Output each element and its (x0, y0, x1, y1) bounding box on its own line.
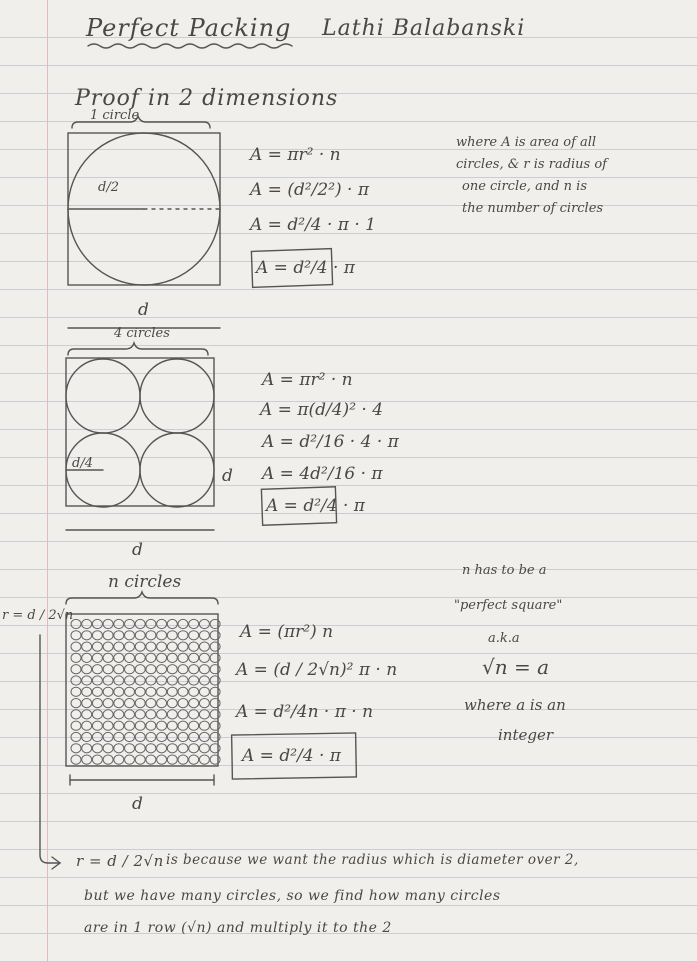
circle-case2-a (66, 359, 140, 433)
small-circle (125, 710, 135, 719)
small-circle (157, 631, 167, 640)
small-circle (71, 653, 81, 662)
side-label-case1: d (138, 300, 149, 320)
small-circle (167, 732, 177, 741)
small-circle (92, 665, 102, 674)
small-circle (178, 732, 188, 741)
small-circle (114, 732, 124, 741)
brace-case2 (68, 343, 208, 355)
circle-case2-d (140, 433, 214, 507)
small-circle (125, 744, 135, 753)
small-circle (167, 653, 177, 662)
small-circle (82, 631, 92, 640)
small-circle (114, 619, 124, 628)
small-circle (199, 732, 209, 741)
small-circle (178, 699, 188, 708)
small-circle (135, 665, 145, 674)
small-circle (135, 642, 145, 651)
brace-label-case1: 1 circle (90, 108, 140, 123)
small-circle (103, 653, 113, 662)
equation-case3-3: A = d²/4n · π · n (236, 702, 374, 722)
small-circle (125, 732, 135, 741)
small-circle (157, 642, 167, 651)
equation-case2-2: A = π(d/4)² · 4 (260, 400, 384, 420)
small-circle (71, 755, 81, 764)
note-case1-1: where A is area of all (456, 135, 597, 150)
small-circle (103, 631, 113, 640)
small-circle (146, 699, 156, 708)
small-circle (114, 631, 124, 640)
small-circle (71, 676, 81, 685)
quarter-label-case2: d/4 (72, 456, 93, 471)
small-circle (135, 619, 145, 628)
small-circle (103, 710, 113, 719)
small-circle (114, 676, 124, 685)
note-case3-1: n has to be a (462, 563, 547, 578)
small-circle (199, 631, 209, 640)
small-circle (157, 732, 167, 741)
small-circle (146, 631, 156, 640)
small-circle (82, 653, 92, 662)
arrow-line (40, 635, 60, 863)
small-circle (135, 721, 145, 730)
brace-case3 (66, 592, 218, 604)
small-circle (178, 721, 188, 730)
small-circle (199, 642, 209, 651)
small-circle (135, 653, 145, 662)
small-circle (189, 665, 199, 674)
section-title: Proof in 2 dimensions (75, 86, 339, 111)
small-circle (189, 755, 199, 764)
small-circle (103, 676, 113, 685)
small-circle (82, 710, 92, 719)
small-circle (167, 699, 177, 708)
small-circle (114, 721, 124, 730)
brace-label-case2: 4 circles (114, 326, 170, 341)
small-circle (178, 642, 188, 651)
small-circle (82, 665, 92, 674)
equation-case3-2: A = (d / 2√n)² π · n (236, 660, 398, 680)
small-circle (199, 653, 209, 662)
small-circle (103, 699, 113, 708)
small-circle (157, 699, 167, 708)
small-circle (178, 665, 188, 674)
small-circle (125, 619, 135, 628)
small-circle (146, 721, 156, 730)
small-circle (114, 687, 124, 696)
bottom-line-2: but we have many circles, so we find how many circles (84, 888, 501, 904)
small-circle (125, 676, 135, 685)
small-circle (146, 619, 156, 628)
equation-case2-3: A = d²/16 · 4 · π (262, 432, 399, 452)
title-underline (88, 44, 292, 48)
small-circle (157, 755, 167, 764)
packed-circles (71, 619, 220, 764)
small-circle (189, 676, 199, 685)
small-circle (189, 699, 199, 708)
small-circle (103, 665, 113, 674)
small-circle (189, 744, 199, 753)
small-circle (92, 642, 102, 651)
small-circle (125, 699, 135, 708)
small-circle (135, 631, 145, 640)
small-circle (199, 721, 209, 730)
bottom-label-case2: d (132, 540, 143, 560)
small-circle (71, 732, 81, 741)
note-case1-3: one circle, and n is (462, 179, 587, 194)
small-circle (125, 687, 135, 696)
bottom-line-1: is because we want the radius which is diameter over 2, (166, 852, 579, 868)
small-circle (71, 744, 81, 753)
small-circle (199, 744, 209, 753)
note-case1-4: the number of circles (462, 201, 604, 216)
small-circle (167, 665, 177, 674)
bottom-r-formula: r = d / 2√n (76, 852, 164, 870)
small-circle (167, 710, 177, 719)
square-case3 (66, 614, 218, 766)
small-circle (92, 744, 102, 753)
note-case3-5: where a is an (464, 696, 566, 714)
small-circle (167, 755, 177, 764)
small-circle (157, 721, 167, 730)
small-circle (167, 619, 177, 628)
small-circle (114, 642, 124, 651)
small-circle (92, 653, 102, 662)
circle-case2-b (140, 359, 214, 433)
small-circle (92, 710, 102, 719)
small-circle (146, 676, 156, 685)
small-circle (82, 687, 92, 696)
small-circle (103, 721, 113, 730)
small-circle (135, 744, 145, 753)
small-circle (82, 619, 92, 628)
equation-case3-1: A = (πr²) n (240, 622, 334, 642)
small-circle (103, 642, 113, 651)
small-circle (157, 619, 167, 628)
small-circle (157, 710, 167, 719)
small-circle (199, 665, 209, 674)
result-case2: A = d²/4 · π (266, 496, 365, 516)
small-circle (189, 721, 199, 730)
author-name: Lathi Balabanski (322, 16, 526, 41)
small-circle (199, 619, 209, 628)
small-circle (146, 755, 156, 764)
small-circle (114, 699, 124, 708)
small-circle (167, 631, 177, 640)
small-circle (92, 732, 102, 741)
small-circle (92, 631, 102, 640)
small-circle (92, 721, 102, 730)
small-circle (92, 755, 102, 764)
small-circle (199, 676, 209, 685)
small-circle (189, 653, 199, 662)
small-circle (103, 744, 113, 753)
small-circle (82, 699, 92, 708)
small-circle (92, 619, 102, 628)
note-case3-4: √n = a (482, 655, 550, 679)
small-circle (135, 732, 145, 741)
small-circle (189, 710, 199, 719)
small-circle (103, 755, 113, 764)
small-circle (135, 699, 145, 708)
small-circle (157, 665, 167, 674)
small-circle (199, 710, 209, 719)
small-circle (92, 687, 102, 696)
small-circle (146, 642, 156, 651)
small-circle (125, 721, 135, 730)
small-circle (146, 744, 156, 753)
small-circle (178, 631, 188, 640)
small-circle (125, 631, 135, 640)
equation-case1-1: A = πr² · n (250, 145, 341, 165)
radius-label-case3: r = d / 2√n (2, 608, 74, 623)
small-circle (146, 665, 156, 674)
small-circle (167, 744, 177, 753)
small-circle (199, 699, 209, 708)
half-label-case1: d/2 (98, 180, 119, 195)
small-circle (189, 687, 199, 696)
small-circle (71, 721, 81, 730)
small-circle (82, 732, 92, 741)
small-circle (178, 755, 188, 764)
small-circle (71, 710, 81, 719)
note-case1-2: circles, & r is radius of (456, 157, 607, 172)
small-circle (157, 744, 167, 753)
small-circle (178, 619, 188, 628)
square-case2 (66, 358, 214, 506)
bottom-label-case3: d (132, 794, 143, 814)
small-circle (114, 710, 124, 719)
small-circle (82, 721, 92, 730)
note-case3-3: a.k.a (488, 631, 520, 646)
small-circle (82, 642, 92, 651)
small-circle (167, 721, 177, 730)
small-circle (167, 676, 177, 685)
small-circle (199, 687, 209, 696)
small-circle (167, 687, 177, 696)
small-circle (189, 619, 199, 628)
small-circle (82, 676, 92, 685)
small-circle (178, 653, 188, 662)
small-circle (114, 755, 124, 764)
small-circle (135, 687, 145, 696)
small-circle (71, 699, 81, 708)
small-circle (146, 710, 156, 719)
small-circle (178, 687, 188, 696)
small-circle (146, 732, 156, 741)
small-circle (178, 676, 188, 685)
small-circle (125, 755, 135, 764)
small-circle (167, 642, 177, 651)
equation-case2-4: A = 4d²/16 · π (262, 464, 383, 484)
bottom-line-3: are in 1 row (√n) and multiply it to the 2 (84, 920, 392, 936)
equation-case2-1: A = πr² · n (262, 370, 353, 390)
small-circle (71, 642, 81, 651)
small-circle (178, 710, 188, 719)
small-circle (71, 631, 81, 640)
result-case3: A = d²/4 · π (242, 746, 341, 766)
small-circle (114, 744, 124, 753)
small-circle (189, 732, 199, 741)
small-circle (82, 755, 92, 764)
small-circle (125, 653, 135, 662)
equation-case1-3: A = d²/4 · π · 1 (250, 215, 376, 235)
small-circle (125, 665, 135, 674)
small-circle (71, 665, 81, 674)
small-circle (71, 687, 81, 696)
small-circle (103, 687, 113, 696)
note-case3-6: integer (498, 726, 554, 744)
small-circle (157, 687, 167, 696)
small-circle (92, 699, 102, 708)
small-circle (146, 653, 156, 662)
small-circle (114, 665, 124, 674)
page-title: Perfect Packing (86, 14, 292, 42)
small-circle (199, 755, 209, 764)
small-circle (146, 687, 156, 696)
small-circle (157, 653, 167, 662)
small-circle (178, 744, 188, 753)
small-circle (135, 755, 145, 764)
small-circle (157, 676, 167, 685)
brace-label-case3: n circles (108, 572, 182, 592)
small-circle (135, 676, 145, 685)
note-case3-2: "perfect square" (454, 598, 563, 613)
small-circle (103, 732, 113, 741)
small-circle (114, 653, 124, 662)
small-circle (125, 642, 135, 651)
small-circle (189, 642, 199, 651)
small-circle (82, 744, 92, 753)
side-label-case2: d (222, 466, 233, 486)
equation-case1-2: A = (d²/2²) · π (250, 180, 370, 200)
small-circle (103, 619, 113, 628)
small-circle (92, 676, 102, 685)
small-circle (189, 631, 199, 640)
small-circle (135, 710, 145, 719)
result-case1: A = d²/4 · π (256, 258, 355, 278)
